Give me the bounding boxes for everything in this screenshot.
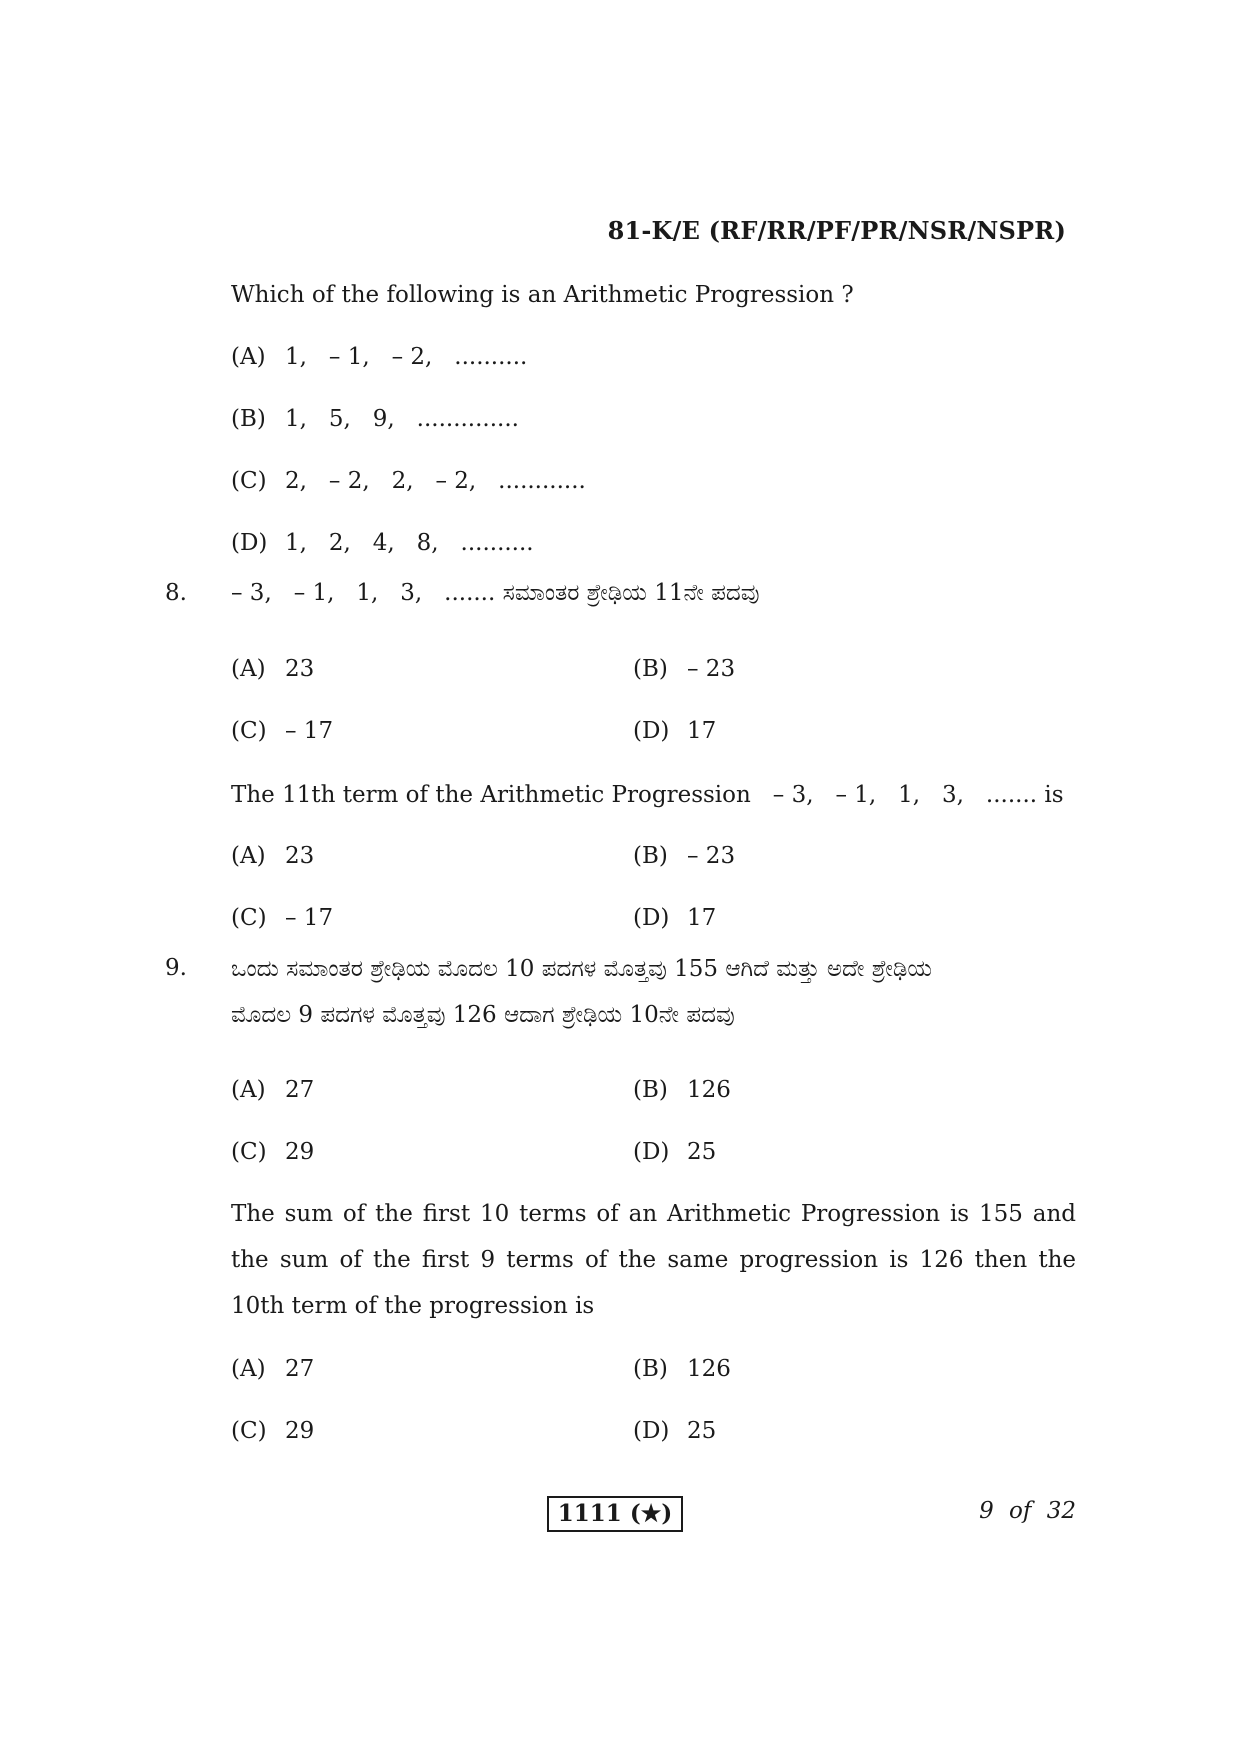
- q9-question-en: The sum of the first 10 terms of an Arithmetic Progression is 155 and the sum of the first 9 terms of the same progression is 126 then the 10th term of the progression is: [231, 1201, 1076, 1319]
- footer-code-box: 1111 (★): [547, 1496, 683, 1532]
- q7-option-b: (B) 1, 5, 9, ..............: [231, 406, 519, 432]
- page-number: 9 of 32: [979, 1498, 1076, 1524]
- paper-code: 81-K/E (RF/RR/PF/PR/NSR/NSPR): [607, 216, 1066, 245]
- q9-kn-option-a: (A) 27: [231, 1077, 315, 1103]
- q7-question-en: Which of the following is an Arithmetic Progression ?: [231, 282, 854, 308]
- q9-kn-option-c: (C) 29: [231, 1139, 315, 1165]
- q9-kn-option-b: (B) 126: [633, 1077, 731, 1103]
- q9-en-option-a: (A) 27: [231, 1356, 315, 1382]
- q9-en-option-c: (C) 29: [231, 1418, 315, 1444]
- q9-en-option-d: (D) 25: [633, 1418, 717, 1444]
- q9-question-kn-line1: ಒಂದು ಸಮಾಂತರ ಶ್ರೇಢಿಯ ಮೊದಲ 10 ಪದಗಳ ಮೊತ್ತವು 155 ಆಗಿದೆ ಮತ್ತು ಅದೇ ಶ್ರೇಢಿಯ: [231, 956, 932, 982]
- q9-en-option-b: (B) 126: [633, 1356, 731, 1382]
- q8-en-option-a: (A) 23: [231, 843, 315, 869]
- q9-question-kn-line2: ಮೊದಲ 9 ಪದಗಳ ಮೊತ್ತವು 126 ಆದಾಗ ಶ್ರೇಢಿಯ 10ನೇ ಪದವು: [231, 1002, 735, 1028]
- q8-kn-option-a: (A) 23: [231, 656, 315, 682]
- q8-question-kn: – 3, – 1, 1, 3, ....... ಸಮಾಂತರ ಶ್ರೇಢಿಯ 11ನೇ ಪದವು: [231, 580, 760, 606]
- q8-number: 8.: [165, 580, 187, 606]
- q8-en-option-b: (B) – 23: [633, 843, 736, 869]
- q9-kn-option-d: (D) 25: [633, 1139, 717, 1165]
- q9-number: 9.: [165, 955, 187, 981]
- q8-question-en: The 11th term of the Arithmetic Progression – 3, – 1, 1, 3, ....... is: [231, 782, 1064, 808]
- q7-option-c: (C) 2, – 2, 2, – 2, ............: [231, 468, 586, 494]
- q8-en-option-c: (C) – 17: [231, 905, 334, 931]
- q7-option-a: (A) 1, – 1, – 2, ..........: [231, 344, 528, 370]
- q8-kn-option-b: (B) – 23: [633, 656, 736, 682]
- q8-en-option-d: (D) 17: [633, 905, 717, 931]
- q8-kn-option-d: (D) 17: [633, 718, 717, 744]
- q7-option-d: (D) 1, 2, 4, 8, ..........: [231, 530, 534, 556]
- q8-kn-option-c: (C) – 17: [231, 718, 334, 744]
